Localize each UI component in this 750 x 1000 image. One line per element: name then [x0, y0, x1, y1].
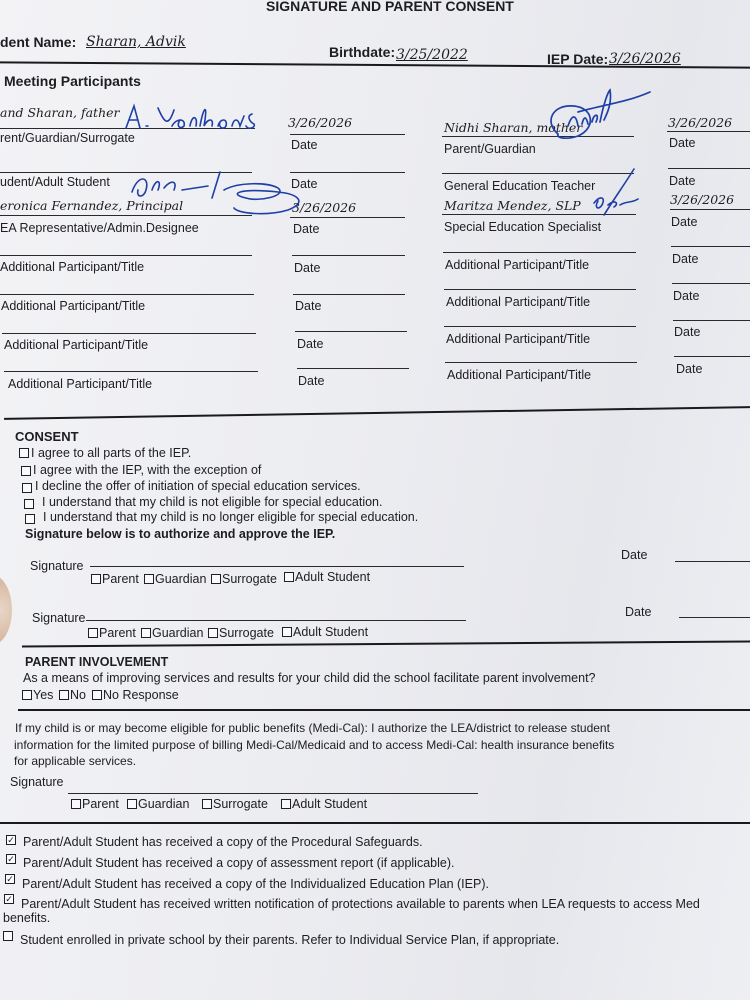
- date-label: Date: [295, 299, 322, 313]
- participants-divider: [4, 406, 750, 420]
- father-signature-image: [120, 98, 270, 138]
- role-label: Guardian: [152, 626, 204, 640]
- ack-text: Student enrolled in private school by their parents. Refer to Individual Service Plan, if appropriate.: [20, 933, 560, 947]
- role-label: Adult Student: [293, 625, 369, 639]
- ack-text-continued: benefits.: [3, 911, 51, 925]
- role-surrogate-option[interactable]: [211, 572, 277, 586]
- signature-line: [445, 362, 637, 363]
- role-checkbox[interactable]: [71, 799, 81, 809]
- date-line[interactable]: [679, 617, 750, 618]
- role-parent-option[interactable]: [88, 626, 136, 640]
- involvement-no-option[interactable]: [59, 688, 86, 702]
- slp-signature-image: [584, 165, 644, 225]
- role-guardian-option[interactable]: [144, 572, 206, 586]
- signature-line[interactable]: [68, 793, 478, 794]
- role-adult-student-option[interactable]: [284, 570, 370, 584]
- signature-line: [4, 371, 258, 372]
- involvement-label: Yes: [33, 688, 54, 702]
- participant-date-value: 3/26/2026: [670, 192, 735, 207]
- signature-line: [0, 172, 252, 173]
- role-adult-student-option[interactable]: [281, 797, 367, 811]
- date-label: Date: [293, 222, 320, 236]
- role-checkbox[interactable]: [91, 574, 101, 584]
- consent-heading: CONSENT: [15, 429, 79, 444]
- medi-cal-text-line: information for the limited purpose of billing Medi-Cal/Medicaid and to access Medi-Cal: health insurance benefits: [14, 738, 615, 752]
- participant-title: udent/Adult Student: [0, 175, 110, 189]
- date-label: Date: [673, 289, 700, 303]
- involvement-label: No Response: [103, 688, 179, 702]
- date-label: Date: [291, 138, 318, 152]
- role-checkbox[interactable]: [144, 574, 154, 584]
- date-line: [670, 209, 750, 210]
- participant-title: Additional Participant/Title: [4, 338, 149, 352]
- signature-line: [2, 333, 256, 334]
- role-label: Parent: [102, 572, 139, 586]
- participant-title: Additional Participant/Title: [8, 377, 153, 391]
- signature-line: [442, 136, 634, 137]
- ack-checkbox-checked[interactable]: ✓: [7, 835, 15, 845]
- signature-line: [442, 214, 636, 215]
- ack-checkbox[interactable]: [3, 931, 13, 941]
- signature-line: [443, 252, 636, 253]
- date-label: Date: [297, 337, 324, 351]
- participant-title: Additional Participant/Title: [0, 260, 145, 274]
- participant-title: Additional Participant/Title: [1, 299, 146, 313]
- role-label: Surrogate: [219, 626, 274, 640]
- role-checkbox[interactable]: [211, 574, 221, 584]
- role-label: Adult Student: [295, 570, 371, 584]
- medi-cal-divider: [0, 822, 750, 824]
- birthdate-label: Birthdate:: [329, 44, 396, 60]
- participant-title: Additional Participant/Title: [445, 258, 590, 272]
- role-surrogate-option[interactable]: [202, 797, 268, 811]
- consent-option-label: I understand that my child is no longer eligible for special education.: [43, 510, 419, 524]
- medi-cal-text-line: for applicable services.: [14, 754, 137, 768]
- participant-date-value: 3/26/2026: [292, 200, 357, 215]
- role-label: Guardian: [138, 797, 190, 811]
- date-line: [674, 356, 750, 357]
- date-label: Date: [669, 174, 696, 188]
- participant-name: Nidhi Sharan, mother: [444, 120, 583, 135]
- consent-option-label: I agree with the IEP, with the exception of: [33, 463, 262, 477]
- ack-checkbox-checked[interactable]: ✓: [5, 894, 13, 904]
- date-line: [290, 217, 405, 218]
- date-label: Date: [294, 261, 321, 275]
- medi-cal-text-line: If my child is or may become eligible for public benefits (Medi-Cal): I authorize the LEA/district to release student: [15, 721, 610, 735]
- date-label: Date: [671, 215, 698, 229]
- role-label: Surrogate: [222, 572, 277, 586]
- participant-title: EA Representative/Admin.Designee: [0, 221, 199, 235]
- participants-heading: Meeting Participants: [4, 73, 141, 89]
- consent-option-label: I agree to all parts of the IEP.: [31, 446, 192, 460]
- consent-option-checkbox[interactable]: [22, 483, 32, 493]
- consent-option-checkbox[interactable]: [21, 466, 31, 476]
- participant-date-value: 3/26/2026: [668, 115, 733, 130]
- consent-option-checkbox[interactable]: [25, 514, 35, 524]
- role-surrogate-option[interactable]: [208, 626, 274, 640]
- ack-text: Parent/Adult Student has received written notification of protections available to parents when LEA requests to access Med: [21, 897, 700, 911]
- ack-text: Parent/Adult Student has received a copy of the Individualized Education Plan (IEP).: [22, 877, 489, 891]
- student-name-label: dent Name:: [0, 34, 77, 50]
- role-adult-student-option[interactable]: [282, 625, 368, 639]
- consent-option-label: I understand that my child is not eligible for special education.: [42, 495, 383, 509]
- date-line: [293, 294, 405, 295]
- role-checkbox[interactable]: [282, 627, 292, 637]
- involvement-divider: [18, 709, 750, 711]
- date-line: [295, 331, 407, 332]
- parent-involvement-question: As a means of improving services and results for your child did the school facilitate parent involvement?: [23, 671, 596, 685]
- signature-line: [0, 128, 255, 129]
- participant-date-value: 3/26/2026: [288, 115, 353, 130]
- role-label: Parent: [82, 797, 119, 811]
- participant-title: Additional Participant/Title: [447, 368, 592, 382]
- signature-line: [0, 255, 252, 256]
- date-label: Date: [291, 177, 318, 191]
- participant-title: rent/Guardian/Surrogate: [0, 131, 135, 145]
- signature-line[interactable]: [90, 566, 464, 567]
- role-checkbox[interactable]: [208, 628, 218, 638]
- participant-title: General Education Teacher: [444, 179, 596, 193]
- date-line: [297, 368, 409, 369]
- role-checkbox[interactable]: [88, 628, 98, 638]
- ack-checkbox-checked[interactable]: ✓: [7, 854, 15, 864]
- role-parent-option[interactable]: [91, 572, 139, 586]
- student-name-value: Sharan, Advik: [86, 34, 186, 50]
- role-checkbox[interactable]: [281, 799, 291, 809]
- date-label: Date: [669, 136, 696, 150]
- date-line: [668, 168, 750, 169]
- involvement-checkbox[interactable]: [22, 690, 32, 700]
- date-line: [673, 320, 750, 321]
- signature-label: Signature: [30, 559, 84, 573]
- role-checkbox[interactable]: [202, 799, 212, 809]
- role-parent-option[interactable]: [71, 797, 119, 811]
- finger-shadow: [0, 575, 12, 645]
- participant-title: Additional Participant/Title: [446, 295, 591, 309]
- role-label: Adult Student: [292, 797, 368, 811]
- signature-label: Signature: [32, 611, 86, 625]
- involvement-no-response-option[interactable]: [92, 688, 179, 702]
- mother-signature-image: [538, 82, 658, 152]
- participant-title: Additional Participant/Title: [446, 332, 591, 346]
- date-line[interactable]: [675, 561, 750, 562]
- iep-date-label: IEP Date:: [547, 51, 609, 67]
- involvement-yes-option[interactable]: [22, 688, 53, 702]
- iep-date-value: 3/26/2026: [609, 51, 681, 67]
- date-label: Date: [625, 605, 652, 619]
- signature-line: [444, 289, 636, 290]
- date-line: [671, 246, 750, 247]
- consent-option-label: I decline the offer of initiation of special education services.: [35, 479, 361, 493]
- authorize-note: Signature below is to authorize and approve the IEP.: [25, 527, 336, 541]
- date-label: Date: [621, 548, 648, 562]
- signature-line: [442, 173, 634, 174]
- participant-name: Maritza Mendez, SLP: [444, 198, 581, 213]
- role-label: Surrogate: [213, 797, 268, 811]
- date-label: Date: [676, 362, 703, 376]
- date-line: [290, 134, 405, 135]
- date-line: [667, 131, 750, 132]
- participant-title: Special Education Specialist: [444, 220, 602, 234]
- signature-line[interactable]: [86, 620, 466, 621]
- signature-line: [0, 215, 252, 216]
- date-line: [672, 283, 750, 284]
- participant-title: Parent/Guardian: [444, 142, 536, 156]
- ack-text: Parent/Adult Student has received a copy of assessment report (if applicable).: [23, 856, 455, 870]
- parent-involvement-heading: PARENT INVOLVEMENT: [25, 655, 169, 669]
- consent-option-checkbox[interactable]: [19, 448, 29, 458]
- form-title: SIGNATURE AND PARENT CONSENT: [266, 0, 514, 14]
- role-checkbox[interactable]: [141, 628, 151, 638]
- role-checkbox[interactable]: [127, 799, 137, 809]
- ack-checkbox-checked[interactable]: ✓: [6, 874, 14, 884]
- involvement-checkbox[interactable]: [59, 690, 69, 700]
- date-line: [292, 255, 405, 256]
- consent-option-checkbox[interactable]: [24, 499, 34, 509]
- date-label: Date: [298, 374, 325, 388]
- signature-line: [0, 294, 254, 295]
- role-guardian-option[interactable]: [141, 626, 203, 640]
- birthdate-value: 3/25/2022: [396, 47, 468, 63]
- signature-label: Signature: [10, 775, 64, 789]
- date-label: Date: [672, 252, 699, 266]
- role-guardian-option[interactable]: [127, 797, 189, 811]
- signature-line: [444, 326, 636, 327]
- role-label: Parent: [99, 626, 136, 640]
- involvement-label: No: [70, 688, 86, 702]
- date-line: [290, 172, 405, 173]
- consent-divider: [22, 640, 750, 647]
- role-checkbox[interactable]: [284, 572, 294, 582]
- ack-text: Parent/Adult Student has received a copy of the Procedural Safeguards.: [23, 835, 423, 849]
- date-label: Date: [674, 325, 701, 339]
- participant-name: eronica Fernandez, Principal: [0, 198, 184, 213]
- role-label: Guardian: [155, 572, 207, 586]
- involvement-checkbox[interactable]: [92, 690, 102, 700]
- participant-name: and Sharan, father: [0, 105, 120, 120]
